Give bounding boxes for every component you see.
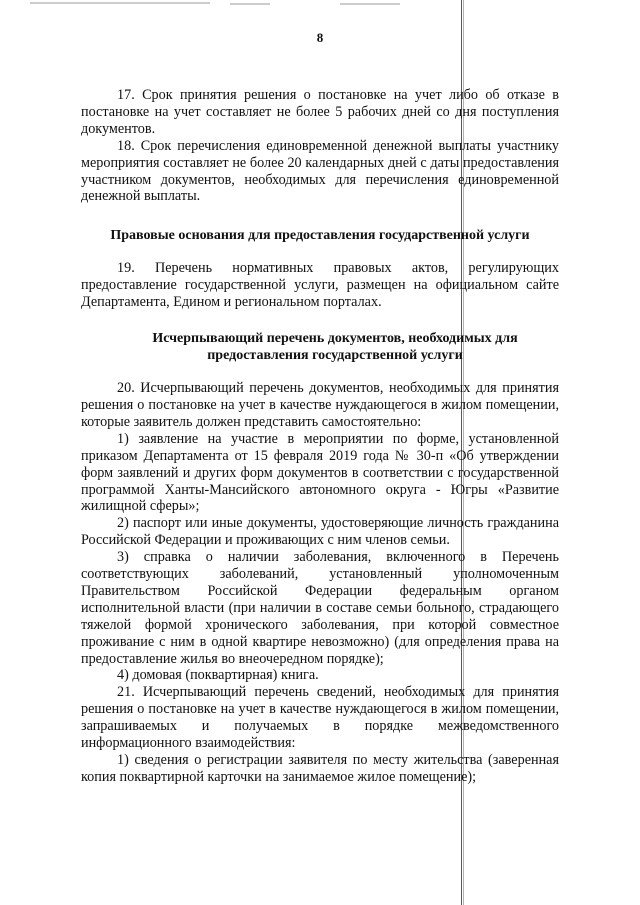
scan-smudge <box>340 3 400 5</box>
paragraph-20-item-1: 1) заявление на участие в мероприятии по форме, установленной приказом Департамента от 15 февраля 2019 года № 30-п «Об утверждении форм заявлений и других форм документов в соответствии с государственной программой Ханты-Мансийского автономного округа - Югры «Развитие жилищной сферы»; <box>81 430 559 515</box>
page-number: 8 <box>316 30 324 45</box>
heading-line: Исчерпывающий перечень документов, необходимых для <box>152 331 518 347</box>
paragraph-19: 19. Перечень нормативных правовых актов, регулирующих предоставление государственной услуги, размещен на официальном сайте Департамента, Едином и региональном порталах. <box>81 260 559 311</box>
scan-artifacts <box>0 0 640 12</box>
scan-smudge <box>230 3 270 5</box>
heading-documents-list <box>81 330 559 364</box>
paragraph-20-item-3: 3) справка о наличии заболевания, включенного в Перечень соответствующих заболеваний, установленный уполномоченным Правительством Российской Федерации федеральным органом исполнительной власти (при наличии в составе семьи больного, страдающего тяжелой формой хронического заболевания, при которой совместное проживание с ним в одной квартире невозможно) (для определения права на предоставление жилья во внеочередном порядке); <box>81 549 559 667</box>
heading-legal-basis: Правовые основания для предоставления государственной услуги <box>110 228 530 244</box>
paragraph-18: 18. Срок перечисления единовременной денежной выплаты участнику мероприятия составляет не более 20 календарных дней с даты предоставления участником документов, необходимых для перечисления единовременной денежной выплаты. <box>81 137 559 205</box>
document-body <box>81 87 559 786</box>
heading-line: предоставления государственной услуги <box>207 348 463 364</box>
paragraph-17: 17. Срок принятия решения о постановке на учет либо об отказе в постановке на учет составляет не более 5 рабочих дней со дня поступления документов. <box>81 87 559 137</box>
paragraph-20-item-2: 2) паспорт или иные документы, удостоверяющие личность гражданина Российской Федерации и проживающих с ним членов семьи. <box>81 515 559 549</box>
scan-smudge <box>30 2 210 4</box>
paragraph-20: 20. Исчерпывающий перечень документов, необходимых для принятия решения о постановке на учет в качестве нуждающегося в жилом помещении, которые заявитель должен представить самостоятельно: <box>81 380 559 430</box>
paragraph-21-item-1: 1) сведения о регистрации заявителя по месту жительства (заверенная копия поквартирной карточки на занимаемое жилое помещение); <box>81 752 559 785</box>
paragraph-21: 21. Исчерпывающий перечень сведений, необходимых для принятия решения о постановке на учет в качестве нуждающегося в жилом помещении, запрашиваемых и получаемых в порядке межведомственного информационного взаимодействия: <box>81 684 559 752</box>
paragraph-20-item-4: 4) домовая (поквартирная) книга. <box>117 667 319 684</box>
